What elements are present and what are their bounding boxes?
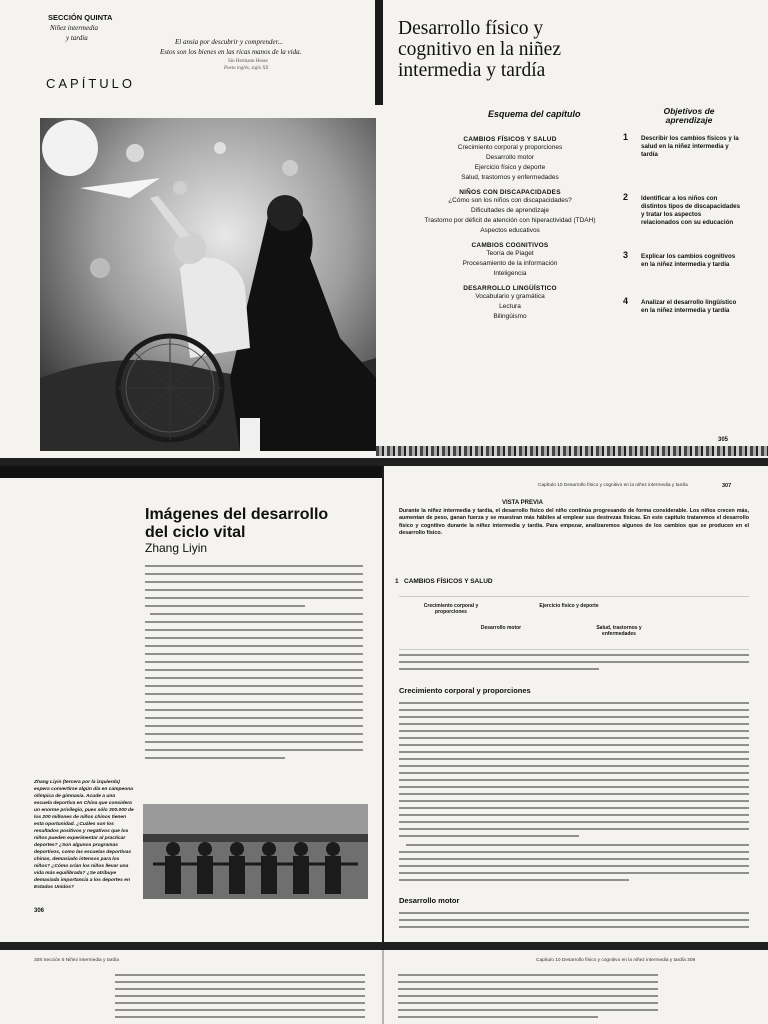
objective-text-4: Analizar el desarrollo lingüístico en la niñez intermedia y tardía bbox=[641, 299, 737, 314]
map-node-2: Ejercicio físico y deporte bbox=[539, 603, 599, 609]
text-line bbox=[145, 741, 363, 743]
outline-item: ¿Cómo son los niños con discapacidades? bbox=[448, 197, 572, 204]
text-line bbox=[399, 786, 749, 788]
text-line bbox=[398, 1002, 658, 1004]
objective-text-3: Explicar los cambios cognitivos en la niñez intermedia y tardía bbox=[641, 253, 736, 268]
text-line bbox=[398, 988, 658, 990]
page-307 bbox=[384, 466, 768, 942]
map-node-3: Desarrollo motor bbox=[480, 625, 522, 631]
gutter bbox=[382, 950, 384, 1024]
outline-group-3 bbox=[405, 242, 615, 279]
text-line bbox=[145, 757, 285, 759]
text-line bbox=[399, 879, 629, 881]
quote-line-1: El ansia por descubrir y comprender... bbox=[175, 38, 283, 46]
text-line bbox=[115, 981, 365, 983]
text-line bbox=[399, 772, 749, 774]
page-bottom-band bbox=[376, 446, 768, 456]
text-line bbox=[115, 995, 365, 997]
spread-divider bbox=[0, 458, 768, 466]
section-sub-1: Niñez intermedia bbox=[50, 24, 99, 32]
text-line bbox=[145, 605, 305, 607]
objective-number-2: 2 bbox=[623, 192, 629, 202]
text-line bbox=[399, 668, 599, 670]
text-line bbox=[145, 565, 363, 567]
outline-item: Lectura bbox=[499, 303, 521, 310]
spread-divider-2 bbox=[0, 942, 768, 950]
section-number: 1 bbox=[395, 578, 399, 585]
feature-title-line-2: del ciclo vital bbox=[145, 524, 246, 541]
preview-heading: VISTA PREVIA bbox=[502, 500, 544, 506]
text-line bbox=[399, 912, 749, 914]
objectives-heading-1: Objetivos de bbox=[663, 106, 715, 116]
text-line bbox=[145, 701, 363, 703]
chapter-number-block bbox=[375, 0, 383, 105]
text-line bbox=[399, 821, 749, 823]
text-line bbox=[399, 723, 749, 725]
objective-number-1: 1 bbox=[623, 132, 629, 142]
text-line bbox=[406, 844, 749, 846]
text-line bbox=[399, 751, 749, 753]
outline-item: Desarrollo motor bbox=[485, 154, 535, 161]
text-line bbox=[398, 981, 658, 983]
text-line bbox=[399, 654, 749, 656]
text-line bbox=[399, 926, 749, 928]
text-line bbox=[145, 733, 363, 735]
chapter-title-line-3: intermedia y tardía bbox=[398, 60, 546, 81]
text-line bbox=[398, 995, 658, 997]
quote-line-2: Estos son los bienes en las ricas manos de la vida. bbox=[160, 48, 302, 56]
page-305 bbox=[0, 0, 768, 458]
text-line bbox=[145, 709, 363, 711]
outline-item: Teoría de Piaget bbox=[486, 250, 534, 257]
chapter-label: CAPÍTULO bbox=[46, 76, 136, 91]
feature-title bbox=[145, 506, 328, 542]
text-line bbox=[399, 851, 749, 853]
outline-item: Procesamiento de la información bbox=[462, 260, 558, 267]
text-line bbox=[145, 597, 363, 599]
feature-title-line-1: Imágenes del desarrollo bbox=[145, 506, 329, 523]
text-line bbox=[145, 581, 363, 583]
outline-group-1 bbox=[405, 136, 615, 183]
text-line bbox=[145, 645, 363, 647]
outline-item: Salud, trastornos y enfermedades bbox=[461, 174, 559, 181]
outline-item: Dificultades de aprendizaje bbox=[470, 207, 550, 214]
outline-group-2 bbox=[405, 189, 615, 236]
text-line bbox=[145, 717, 363, 719]
chapter-title-line-1: Desarrollo físico y bbox=[398, 18, 544, 39]
section-label: SECCIÓN QUINTA bbox=[48, 13, 113, 22]
page-306 bbox=[0, 466, 382, 942]
text-line bbox=[399, 828, 749, 830]
text-line bbox=[145, 677, 363, 679]
outline-group-4 bbox=[405, 285, 615, 322]
text-line bbox=[399, 709, 749, 711]
text-line bbox=[145, 661, 363, 663]
text-line bbox=[399, 779, 749, 781]
section-sub-2: y tardía bbox=[66, 34, 88, 42]
text-line bbox=[399, 765, 749, 767]
text-line bbox=[399, 730, 749, 732]
gymnasts-photo-illustration bbox=[143, 804, 368, 899]
text-line bbox=[115, 988, 365, 990]
text-line bbox=[145, 749, 363, 751]
wheelchair-photo-illustration bbox=[40, 118, 376, 451]
objectives-heading bbox=[654, 107, 724, 125]
outline-head-1: CAMBIOS FÍSICOS Y SALUD bbox=[463, 136, 557, 143]
text-line bbox=[399, 807, 749, 809]
outline-item: Inteligencia bbox=[493, 270, 527, 277]
text-line bbox=[145, 637, 363, 639]
outline-item: Bilingüismo bbox=[493, 313, 527, 320]
map-node-1: Crecimiento corporal y proporciones bbox=[423, 603, 479, 615]
text-line bbox=[145, 589, 363, 591]
chapter-title bbox=[398, 18, 561, 81]
chapter-title-line-2: cognitivo en la niñez bbox=[398, 39, 561, 60]
running-header: Capítulo 10 Desarrollo físico y cognitivo en la niñez intermedia y tardía bbox=[538, 483, 688, 488]
text-line bbox=[398, 1016, 598, 1018]
page-308-309 bbox=[0, 950, 768, 1024]
text-line bbox=[115, 974, 365, 976]
feature-subtitle: Zhang Liyin bbox=[145, 541, 208, 555]
text-line bbox=[399, 865, 749, 867]
text-line bbox=[399, 737, 749, 739]
gymnasts-photo bbox=[143, 804, 368, 899]
running-header-right: Capítulo 10 Desarrollo físico y cognitivo en la niñez intermedia y tardía 309 bbox=[536, 958, 696, 963]
objective-number-3: 3 bbox=[623, 250, 629, 260]
text-line bbox=[145, 685, 363, 687]
text-line bbox=[145, 621, 363, 623]
text-line bbox=[399, 702, 749, 704]
text-line bbox=[145, 629, 363, 631]
text-line bbox=[399, 814, 749, 816]
text-line bbox=[145, 573, 363, 575]
outline-item: Trastorno por déficit de atención con hiperactividad (TDAH) bbox=[424, 217, 596, 224]
text-line bbox=[399, 716, 749, 718]
text-line bbox=[399, 919, 749, 921]
page-number-306: 306 bbox=[34, 908, 45, 914]
text-line bbox=[145, 693, 363, 695]
text-line bbox=[115, 1002, 365, 1004]
photo-caption: Zhang Liyin (tercera por la izquierda) espera convertirse algún día en campeona olímpica de gimnasia. Acude a una escuela deportiva en China que considera un enorme privilegio, pues sólo 300.000 de los 200 millones de niños chinos tienen esta oportunidad. ¿Cuáles son los resultados positivos y negativos que los niños pueden experimentar al practicar deportes? ¿Son algunos programas deportivos, como las escuelas deportivas chinas, demasiado intensos para los niños? ¿Cómo crían los niños llevar una vida más equilibrada? ¿Se atribuye demasiada importancia a los deportes en Estados Unidos? bbox=[34, 780, 134, 890]
text-line bbox=[399, 835, 579, 837]
text-line bbox=[115, 1016, 365, 1018]
subheading-motor: Desarrollo motor bbox=[399, 896, 460, 905]
text-line bbox=[399, 800, 749, 802]
outline-head-2: NIÑOS CON DISCAPACIDADES bbox=[459, 189, 561, 196]
text-line bbox=[150, 613, 363, 615]
objective-number-4: 4 bbox=[623, 296, 629, 306]
text-line bbox=[145, 669, 363, 671]
quote-source: Poeta inglés, siglo XX bbox=[224, 66, 269, 71]
quote-author: Sin Hermann Hesse bbox=[228, 59, 268, 64]
text-line bbox=[398, 974, 658, 976]
running-header-left: 308 Sección 5 Niñez intermedia y tardía bbox=[34, 958, 120, 963]
concept-map bbox=[399, 596, 749, 650]
text-line bbox=[145, 725, 363, 727]
outline-head-4: DESARROLLO LINGÜÍSTICO bbox=[463, 285, 557, 292]
outline-item: Crecimiento corporal y proporciones bbox=[457, 144, 563, 151]
page-number-307: 307 bbox=[722, 483, 732, 489]
top-black-bar bbox=[0, 466, 382, 478]
text-line bbox=[399, 872, 749, 874]
page-number-305: 305 bbox=[718, 437, 729, 443]
text-line bbox=[115, 1009, 365, 1011]
objectives-heading-2: aprendizaje bbox=[665, 115, 713, 125]
outline-heading: Esquema del capítulo bbox=[488, 109, 581, 119]
outline-item: Aspectos educativos bbox=[480, 227, 540, 234]
subheading-growth: Crecimiento corporal y proporciones bbox=[399, 686, 531, 695]
text-line bbox=[145, 653, 363, 655]
chapter-photo bbox=[40, 118, 376, 451]
chapter-outline bbox=[405, 130, 615, 322]
objective-text-1: Describir los cambios físicos y la salud en la niñez intermedia y tardía bbox=[641, 135, 739, 158]
outline-item: Vocabulario y gramática bbox=[475, 293, 545, 300]
text-line bbox=[399, 744, 749, 746]
section-heading: CAMBIOS FÍSICOS Y SALUD bbox=[404, 578, 493, 585]
text-line bbox=[399, 661, 749, 663]
preview-text: Durante la niñez intermedia y tardía, el desarrollo físico del niño continúa progresando de forma considerable. Los niños crecen más, aumentan de peso, ganan fuerza y se muestran más hábiles al emplear sus destrezas físicas. En este capítulo trataremos el desarrollo físico y cognitivo durante la niñez intermedia y tardía. Para empezar, analizaremos algunos de los cambios que se producen en el desarrollo físico. bbox=[399, 508, 749, 537]
outline-head-3: CAMBIOS COGNITIVOS bbox=[471, 242, 549, 249]
text-line bbox=[399, 858, 749, 860]
text-line bbox=[399, 758, 749, 760]
objective-text-2: Identificar a los niños con distintos tipos de discapacidades y tratar los aspectos relacionados con su educación bbox=[641, 195, 741, 226]
outline-item: Ejercicio físico y deporte bbox=[474, 164, 546, 171]
text-line bbox=[398, 1009, 658, 1011]
map-node-4: Salud, trastornos y enfermedades bbox=[596, 625, 642, 637]
text-line bbox=[399, 793, 749, 795]
